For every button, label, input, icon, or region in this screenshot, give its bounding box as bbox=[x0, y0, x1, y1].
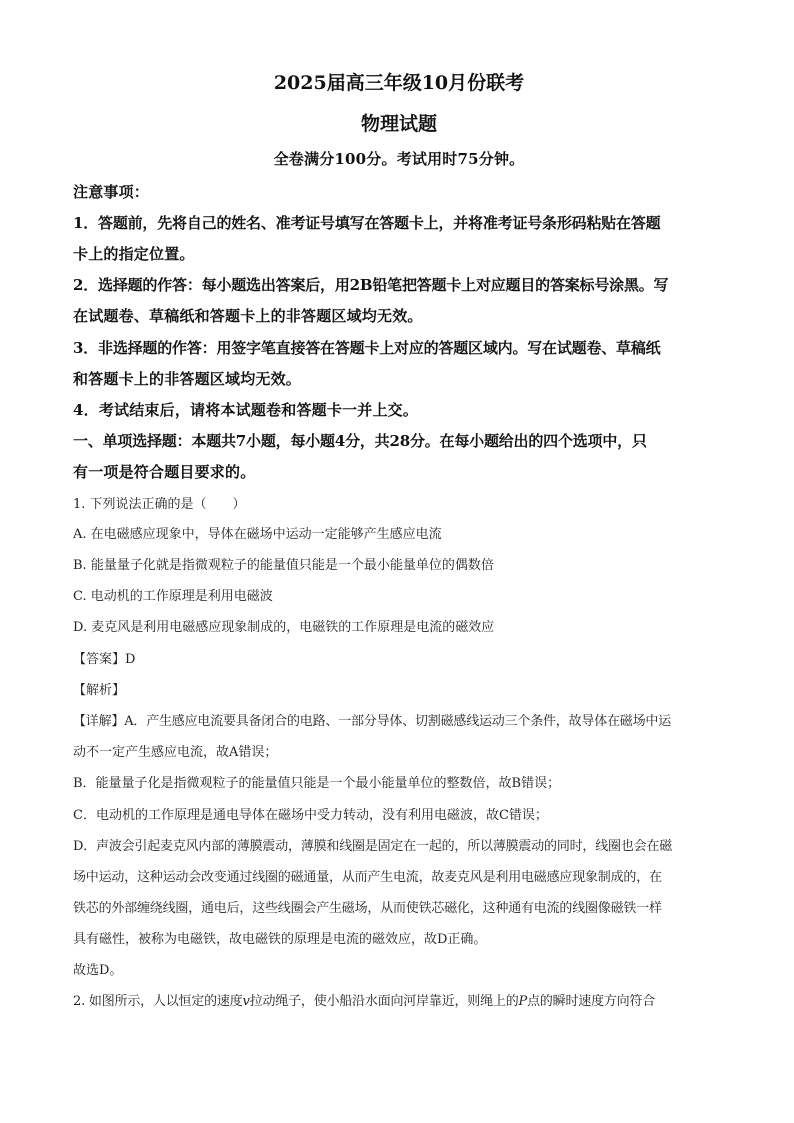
section-heading-line-2: 有一项是符合题目要求的。 bbox=[73, 463, 256, 481]
question-1-detail-line-1: 【详解】A．产生感应电流要具备闭合的电路、一部分导体、切割磁感线运动三个条件，故导体在磁场中运 bbox=[73, 714, 671, 729]
notice-item-2-line-1: 2．选择题的作答：每小题选出答案后，用2B铅笔把答题卡上对应题目的答案标号涂黑。写 bbox=[73, 276, 669, 294]
notice-item-3-line-1: 3．非选择题的作答：用签字笔直接答在答题卡上对应的答题区域内。写在试题卷、草稿纸 bbox=[73, 339, 661, 357]
question-2-stem-part-2: 拉动绳子，使小船沿水面向河岸靠近，则绳上的 bbox=[249, 994, 519, 1009]
question-1-option-a: A. 在电磁感应现象中，导体在磁场中运动一定能够产生感应电流 bbox=[73, 527, 442, 542]
notice-item-1-line-1: 1．答题前，先将自己的姓名、准考证号填写在答题卡上，并将准考证号条形码粘贴在答题 bbox=[73, 214, 661, 232]
notice-item-4-line-1: 4．考试结束后，请将本试题卷和答题卡一并上交。 bbox=[73, 401, 419, 419]
question-1-conclusion: 故选D。 bbox=[73, 963, 123, 978]
question-1-analysis-label: 【解析】 bbox=[73, 683, 126, 698]
notice-item-1-line-2: 卡上的指定位置。 bbox=[73, 245, 195, 263]
exam-info: 全卷满分100分。考试用时75分钟。 bbox=[273, 150, 525, 168]
velocity-symbol: v bbox=[242, 994, 250, 1009]
question-1-stem: 1. 下列说法正确的是（ ） bbox=[73, 497, 246, 512]
question-1-detail-line-5: D．声波会引起麦克风内部的薄膜震动，薄膜和线圈是固定在一起的，所以薄膜震动的同时，线圈也会在磁 bbox=[73, 839, 673, 854]
question-2-stem-part-1: 2. 如图所示，人以恒定的速度 bbox=[73, 994, 243, 1009]
exam-title: 2025届高三年级10月份联考 bbox=[273, 72, 525, 94]
notice-item-3-line-2: 和答题卡上的非答题区域均无效。 bbox=[73, 370, 302, 388]
notice-item-2-line-2: 在试题卷、草稿纸和答题卡上的非答题区域均无效。 bbox=[73, 307, 423, 325]
question-1-answer: 【答案】D bbox=[73, 652, 136, 667]
subject-title: 物理试题 bbox=[360, 113, 437, 135]
section-heading-line-1: 一、单项选择题：本题共7小题，每小题4分，共28分。在每小题给出的四个选项中，只 bbox=[73, 432, 647, 450]
question-1-detail-line-8: 具有磁性，被称为电磁铁，故电磁铁的原理是电流的磁效应，故D正确。 bbox=[73, 932, 487, 947]
question-1-detail-line-2: 动不一定产生感应电流，故A错误； bbox=[73, 745, 278, 760]
question-1-option-d: D. 麦克风是利用电磁感应现象制成的，电磁铁的工作原理是电流的磁效应 bbox=[73, 620, 495, 635]
question-1-detail-line-7: 铁芯的外部缠绕线圈，通电后，这些线圈会产生磁场，从而使铁芯磁化，这种通有电流的线圈像磁铁一样 bbox=[73, 901, 662, 916]
point-p-symbol: P bbox=[518, 994, 528, 1009]
question-1-option-b: B. 能量量子化就是指微观粒子的能量值只能是一个最小能量单位的偶数倍 bbox=[73, 558, 494, 573]
question-1-detail-line-6: 场中运动，这种运动会改变通过线圈的磁通量，从而产生电流，故麦克风是利用电磁感应现象制成的，在 bbox=[73, 870, 662, 885]
question-2-stem bbox=[73, 994, 725, 1010]
notice-heading: 注意事项： bbox=[73, 183, 150, 201]
question-1-option-c: C. 电动机的工作原理是利用电磁波 bbox=[73, 589, 273, 604]
question-2-stem-part-3: 点的瞬时速度方向符合 bbox=[527, 994, 656, 1009]
question-1-detail-line-4: C．电动机的工作原理是通电导体在磁场中受力转动，没有利用电磁波，故C错误； bbox=[73, 808, 548, 823]
question-1-detail-line-3: B．能量量子化是指微观粒子的能量值只能是一个最小能量单位的整数倍，故B错误； bbox=[73, 776, 561, 791]
